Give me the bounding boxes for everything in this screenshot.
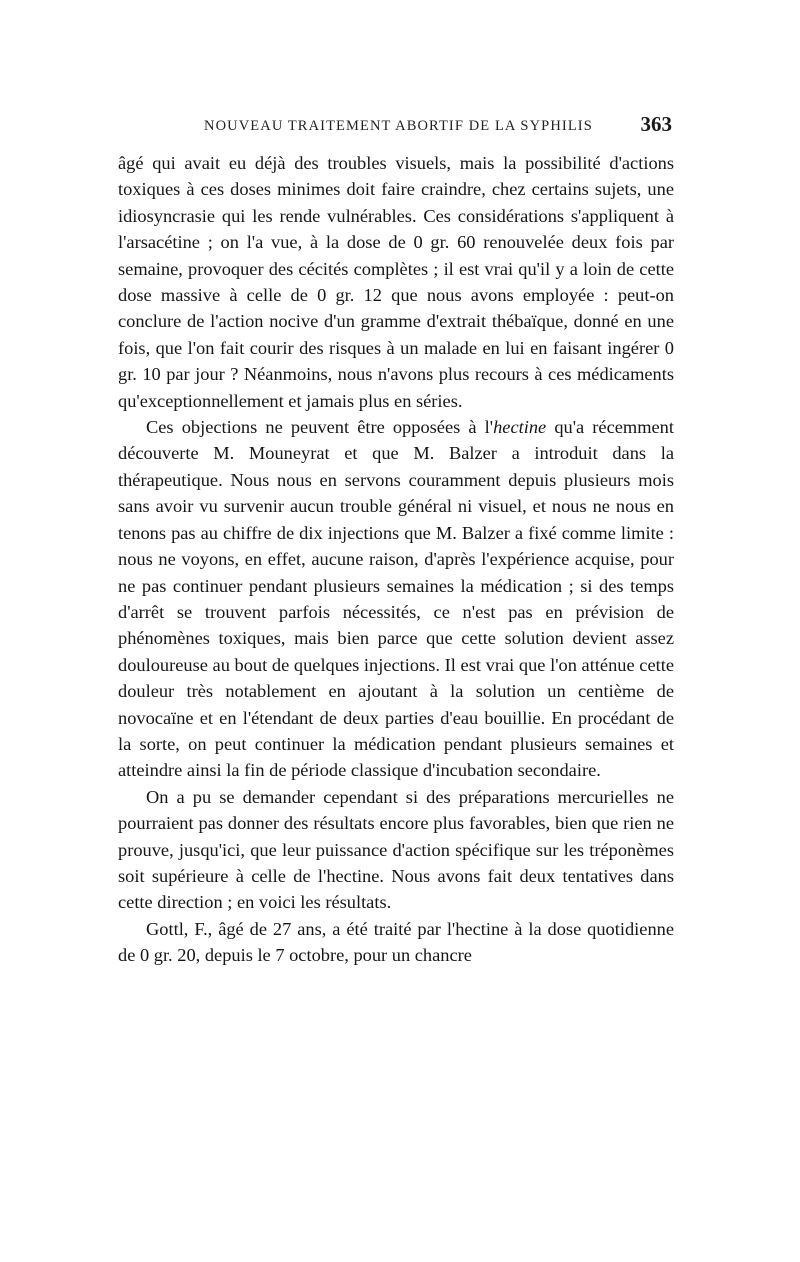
paragraph-text: âgé qui avait eu déjà des troubles visuels, mais la possibilité d'actions toxiques à ces doses minimes doit faire craindre, chez certains sujets, une idiosyncrasie qui les rende vulnérables. Ces considérations s'appliquent à l'arsacétine ; on l'a vue, à la dose de 0 gr. 60 renouvelée deux fois par semaine, provoquer des cécités complètes ; il est vrai qu'il y a loin de cette dose massive à celle de 0 gr. 12 que nous avons employée : peut-on conclure de l'action nocive d'un gramme d'extrait thébaïque, donné en une fois, que l'on fait courir des risques à un malade en lui en faisant ingérer 0 gr. 10 par jour ? Néanmoins, nous n'avons plus recours à ces médicaments qu'exceptionnellement et jamais plus en séries. (118, 153, 674, 411)
running-head (118, 112, 676, 140)
page-number: 363 (640, 112, 672, 136)
paragraph-hectine (118, 414, 674, 784)
paragraph-continuation (118, 150, 674, 414)
paragraph-mercurial (118, 784, 674, 916)
paragraph-text: Gottl, F., âgé de 27 ans, a été traité par l'hectine à la dose quotidienne de 0 gr. 20, depuis le 7 octobre, pour un chancre (118, 918, 674, 966)
paragraph-case (118, 916, 674, 969)
running-title: NOUVEAU TRAITEMENT ABORTIF DE LA SYPHILIS (204, 118, 593, 134)
paragraph-text: qu'a récemment découverte M. Mouneyrat et que M. Balzer a introduit dans la thérapeutique. Nous nous en servons couramment depuis plusieurs mois sans avoir vu survenir aucun trouble général ni visuel, et nous ne nous en tenons pas au chiffre de dix injections que M. Balzer a fixé comme limite : nous ne voyons, en effet, aucune raison, d'après l'expérience acquise, pour ne pas continuer pendant plusieurs semaines la médication ; si des temps d'arrêt se trouvent parfois nécessités, ce n'est pas en prévision de phénomènes toxiques, mais bien parce que cette solution devient assez douloureuse au bout de quelques injections. Il est vrai que l'on atténue cette douleur très notablement en ajoutant à la solution un centième de novocaïne et en l'étendant de deux parties d'eau bouillie. En procédant de la sorte, on peut continuer la médication pendant plusieurs semaines et atteindre ainsi la fin de période classique d'incubation secondaire. (118, 417, 674, 781)
paragraph-text: On a pu se demander cependant si des préparations mercurielles ne pourraient pas donner des résultats encore plus favorables, bien que rien ne prouve, jusqu'ici, que leur puissance d'action spécifique sur les tréponèmes soit supérieure à celle de l'hectine. Nous avons fait deux tentatives dans cette direction ; en voici les résultats. (118, 786, 674, 913)
italic-term: hectine (493, 417, 547, 438)
body-text (118, 150, 674, 969)
paragraph-text: Ces objections ne peuvent être opposées à l' (146, 417, 494, 438)
